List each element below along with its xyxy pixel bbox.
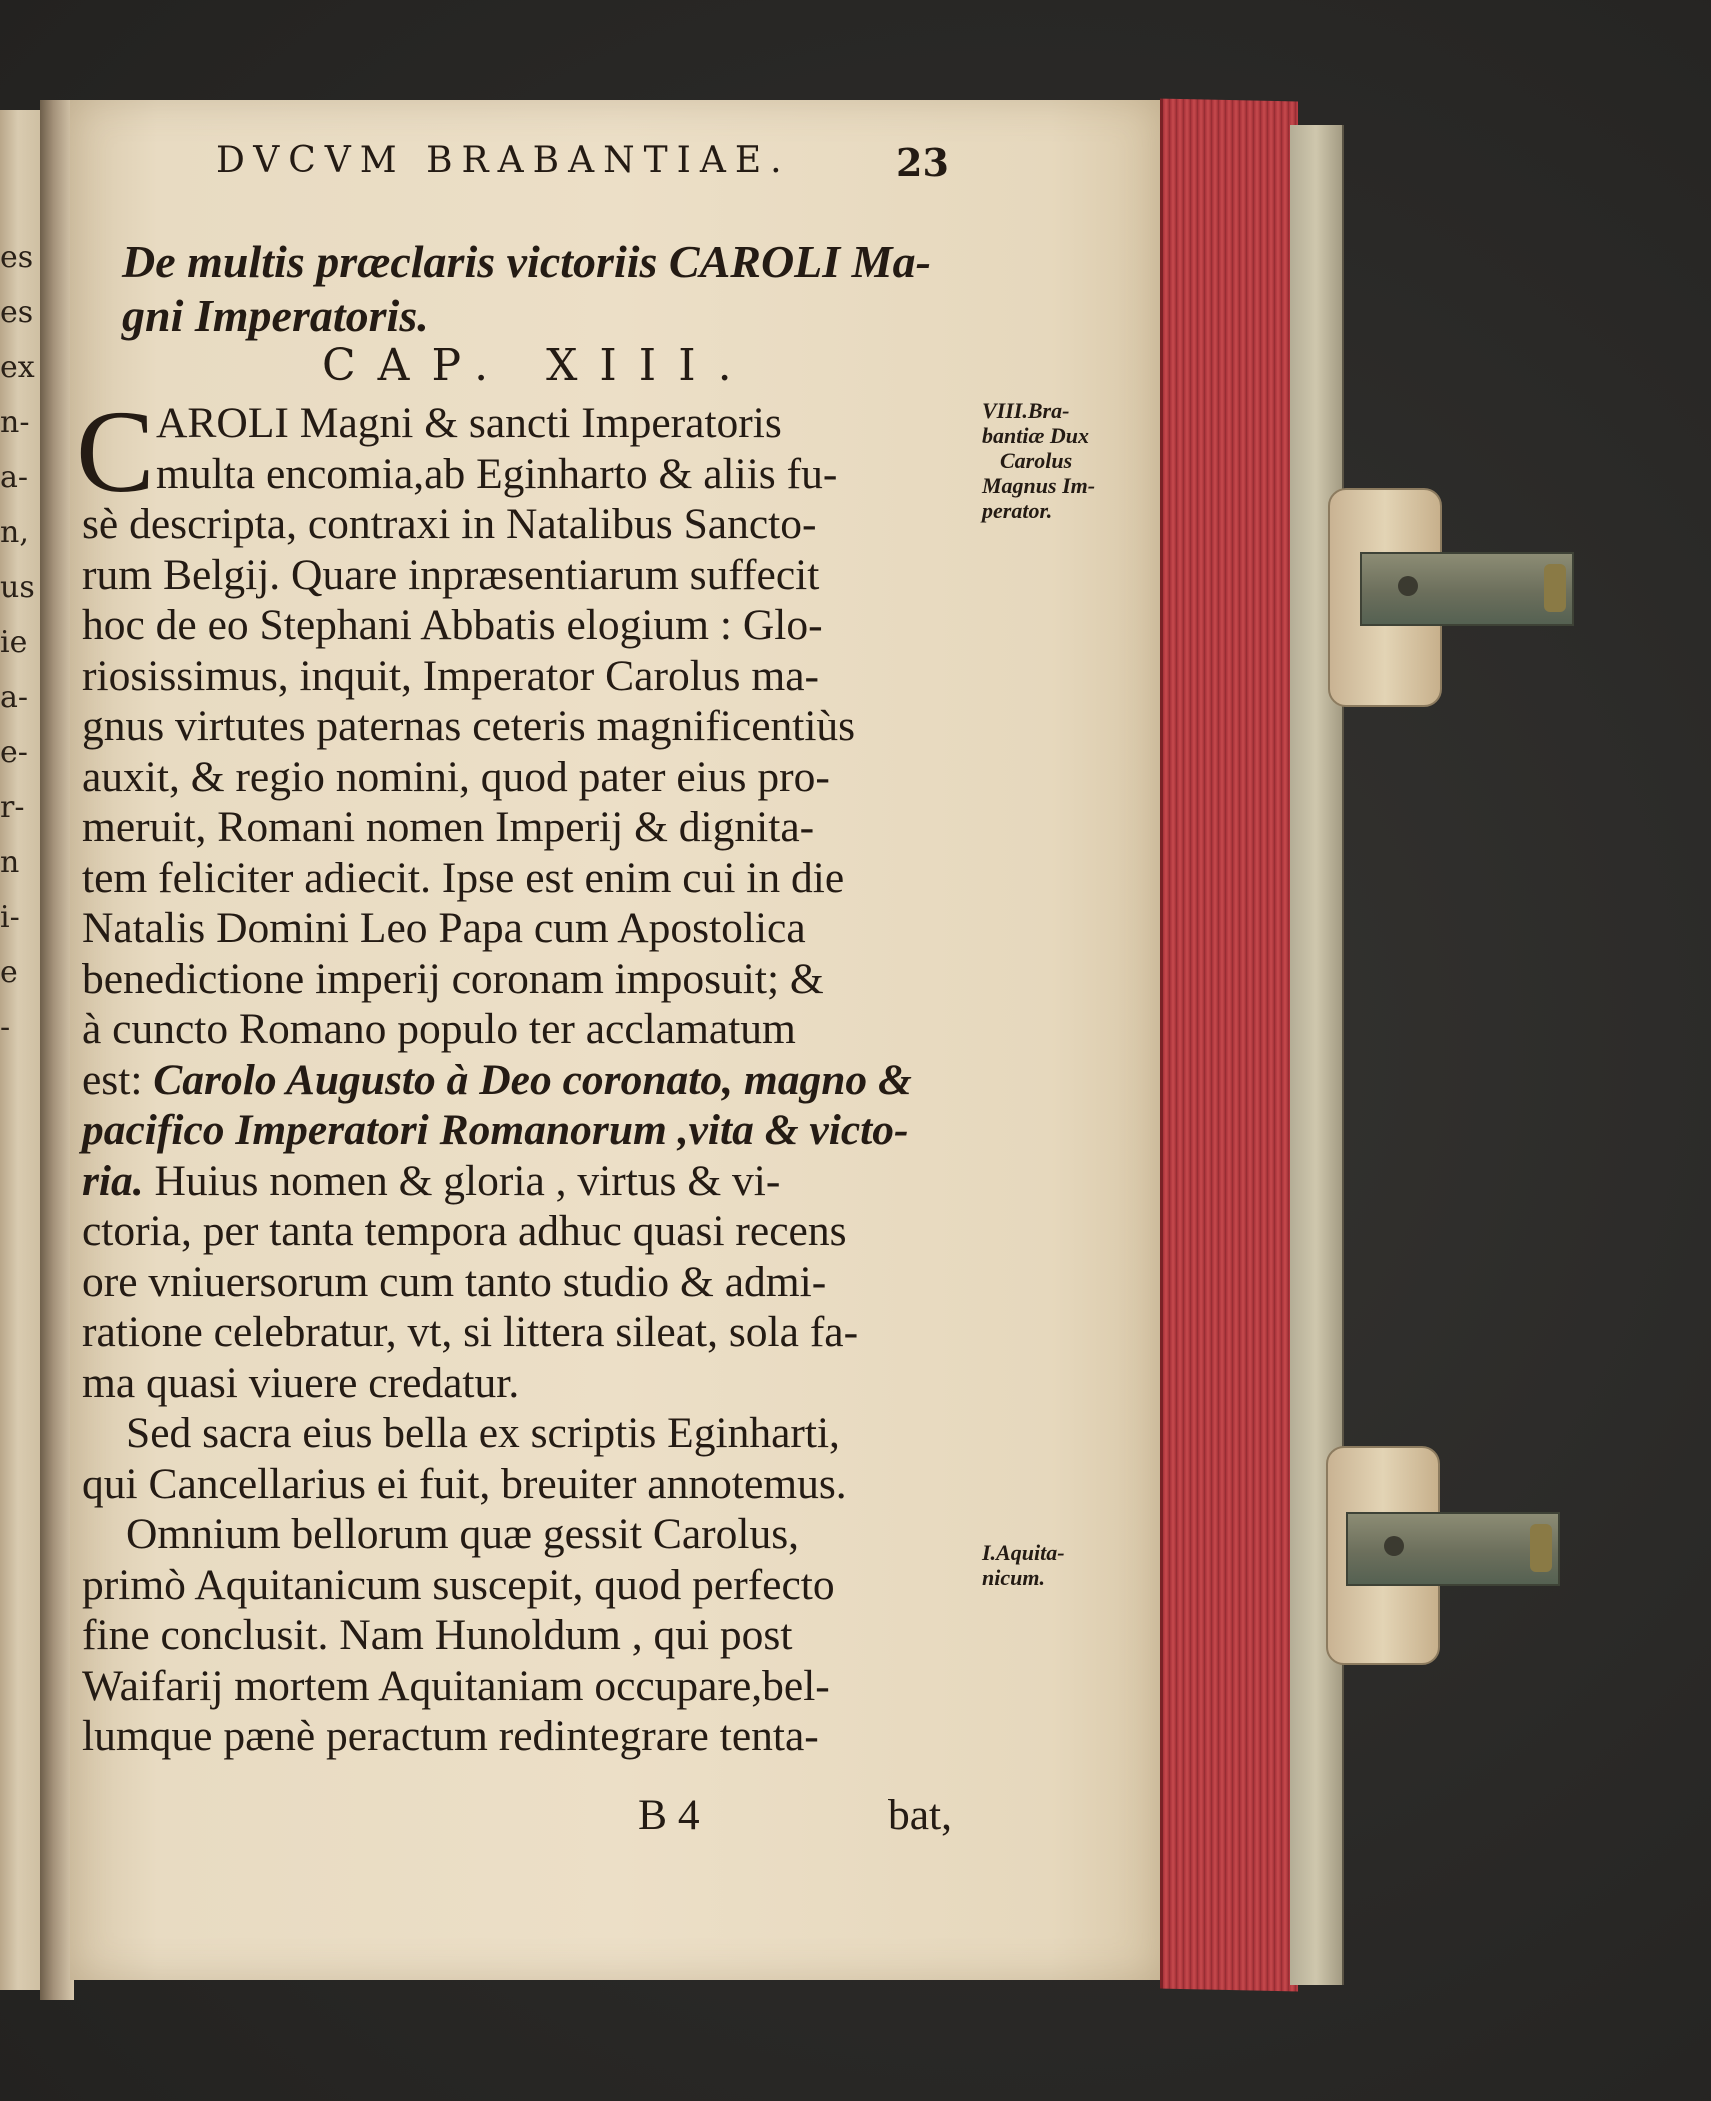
acclamation-italic-3: ria. xyxy=(82,1156,144,1205)
body-line: rum Belgij. Quare inpræsentiarum suffecit xyxy=(82,550,820,599)
left-page-fragment: n- xyxy=(0,405,30,440)
body-line: Sed sacra eius bella ex scriptis Eginharti, xyxy=(126,1409,840,1457)
left-page-fragment: es xyxy=(0,295,34,330)
left-page-fragment: ie xyxy=(0,625,28,660)
body-line: qui Cancellarius ei fuit, breuiter annotemus. xyxy=(82,1459,847,1508)
body-line: ore vniuersorum cum tanto studio & admi- xyxy=(82,1257,827,1306)
left-page-fragment: i- xyxy=(0,900,20,935)
body-line-acclamation-1 xyxy=(82,1055,982,1106)
body-text xyxy=(76,386,982,1762)
back-cover xyxy=(1290,125,1344,1985)
left-facing-page xyxy=(0,110,43,1990)
body-line: Waifarij mortem Aquitaniam occupare,bel- xyxy=(82,1661,830,1710)
margin-note-2 xyxy=(982,1540,1065,1590)
left-page-fragment: a- xyxy=(0,680,29,715)
body-line-acclamation-2: pacifico Imperatori Romanorum ,vita & victo- xyxy=(82,1106,909,1154)
body-line: ratione celebratur, vt, si littera sileat, sola fa- xyxy=(82,1308,859,1356)
body-line: Natalis Domini Leo Papa cum Apostolica xyxy=(82,904,806,952)
margin-note-line: nicum. xyxy=(982,1565,1045,1590)
body-line: à cuncto Romano populo ter acclamatum xyxy=(82,1005,796,1053)
margin-note-line: bantiæ Dux xyxy=(982,423,1089,448)
left-page-fragment: ex xyxy=(0,350,35,385)
acclamation-italic-1: Carolo Augusto à Deo coronato, magno & xyxy=(153,1055,912,1104)
body-line: riosissimus, inquit, Imperator Carolus ma- xyxy=(82,651,819,700)
body-line: primò Aquitanicum suscepit, quod perfecto xyxy=(82,1560,835,1609)
left-page-fragment: e- xyxy=(0,735,28,770)
body-line: ctoria, per tanta tempora adhuc quasi recens xyxy=(82,1207,847,1255)
body-line: ma quasi viuere credatur. xyxy=(82,1358,520,1407)
body-line: AROLI Magni & sancti Imperatoris xyxy=(156,399,782,447)
chapter-title-line-2: gni Imperatoris. xyxy=(122,290,429,341)
margin-note-line: I.Aquita- xyxy=(982,1540,1065,1565)
left-page-fragment: - xyxy=(0,1010,11,1045)
left-page-fragment: us xyxy=(0,570,35,605)
chapter-title xyxy=(82,235,1022,343)
left-page-text-fragments xyxy=(0,110,40,1990)
body-line-acclamation-3 xyxy=(82,1156,982,1207)
drop-capital: C xyxy=(76,386,155,517)
left-page-fragment: r- xyxy=(0,790,25,825)
catchword: bat, xyxy=(888,1791,953,1839)
body-line: auxit, & regio nomini, quod pater eius pro- xyxy=(82,752,830,801)
chapter-number: CAP. XIII. xyxy=(322,340,754,391)
body-line: benedictione imperij coronam imposuit; & xyxy=(82,954,824,1003)
book-gutter xyxy=(40,100,74,2000)
chapter-title-line-1: De multis præclaris victoriis CAROLI Ma- xyxy=(122,236,931,287)
body-line: tem feliciter adiecit. Ipse est enim cui in die xyxy=(82,853,845,902)
left-page-fragment: n, xyxy=(0,515,29,550)
margin-note-line: Magnus Im- xyxy=(982,473,1096,498)
acclamation-rest: Huius nomen & gloria , virtus & vi- xyxy=(143,1156,781,1205)
left-page-fragment: a- xyxy=(0,460,29,495)
signature-mark: B 4 xyxy=(638,1791,700,1839)
red-page-edges xyxy=(1160,99,1298,1992)
lower-clasp-plate-icon xyxy=(1346,1512,1560,1586)
body-line: sè descripta, contraxi in Natalibus Sancto- xyxy=(82,500,817,548)
left-page-fragment: es xyxy=(0,240,34,275)
margin-note-line: VIII.Bra- xyxy=(982,398,1070,423)
body-line: gnus virtutes paternas ceteris magnificentiùs xyxy=(82,702,856,750)
margin-note-line: Carolus xyxy=(1000,448,1073,473)
upper-clasp-plate-icon xyxy=(1360,552,1574,626)
body-line: multa encomia,ab Eginharto & aliis fu- xyxy=(156,449,838,498)
body-line: lumque pænè peractum redintegrare tenta- xyxy=(82,1712,819,1760)
body-line: fine conclusit. Nam Hunoldum , qui post xyxy=(82,1611,793,1659)
body-line: meruit, Romani nomen Imperij & dignita- xyxy=(82,803,815,851)
left-page-fragment: e xyxy=(0,955,18,990)
running-head: DVCVM BRABANTIAE. xyxy=(216,140,791,181)
page-number: 23 xyxy=(896,140,949,185)
margin-note-line: perator. xyxy=(982,498,1053,523)
body-line: hoc de eo Stephani Abbatis elogium : Glo- xyxy=(82,601,823,649)
margin-notes xyxy=(982,398,1132,1590)
body-line: Omnium bellorum quæ gessit Carolus, xyxy=(126,1510,800,1558)
acclamation-lead: est: xyxy=(82,1055,154,1104)
left-page-fragment: n xyxy=(0,845,20,880)
